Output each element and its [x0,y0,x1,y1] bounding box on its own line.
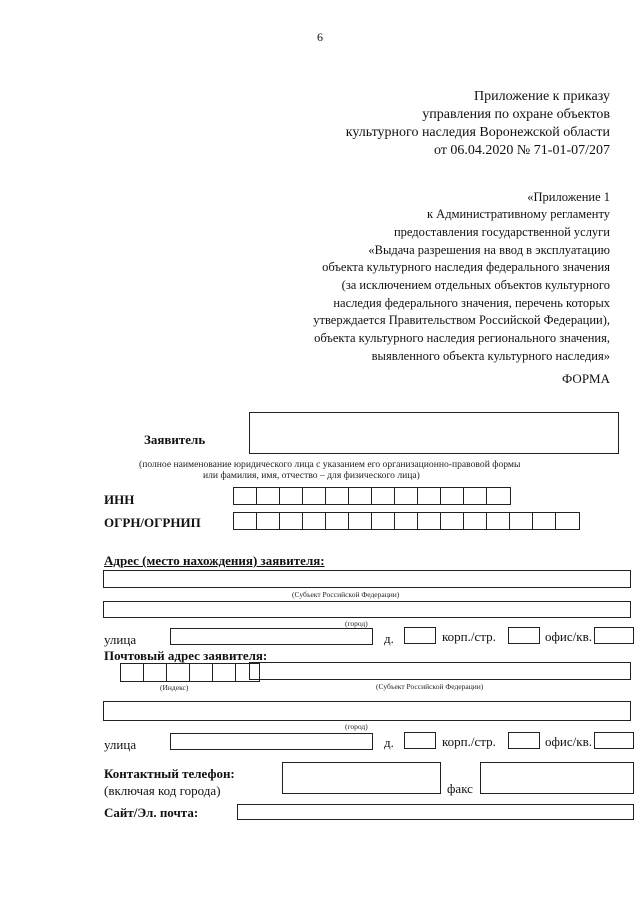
inn-digit-cell[interactable] [418,488,441,504]
address-street-label: улица [104,632,137,647]
ogrn-digit-cell[interactable] [372,513,395,529]
postal-index-digit-cell[interactable] [167,664,190,681]
ogrn-label: ОГРН/ОГРНИП [104,515,201,530]
address-office-field[interactable] [594,627,634,644]
appendix-line-1: «Приложение 1 [527,190,610,204]
appendix-line-10: выявленного объекта культурного наследия» [371,349,610,363]
fax-label: факс [447,781,473,796]
appendix-line-9: объекта культурного наследия регионального значения, [314,331,610,345]
inn-digit-cell[interactable] [234,488,257,504]
site-field[interactable] [237,804,634,820]
ogrn-digit-cell[interactable] [510,513,533,529]
postal-house-label: д. [384,735,394,750]
header-line-4: от 06.04.2020 № 71-01-07/207 [433,143,610,158]
page-number: 6 [317,30,323,44]
postal-index-digit-cell[interactable] [121,664,144,681]
ogrn-digit-cell[interactable] [441,513,464,529]
postal-building-field[interactable] [508,732,540,749]
postal-index-digit-cell[interactable] [190,664,213,681]
appendix-line-3: предоставления государственной услуги [393,225,610,239]
applicant-hint-2: или фамилия, имя, отчество – для физического лица) [203,470,420,481]
address-subject-field[interactable] [103,570,631,588]
address-city-hint: (город) [345,619,368,628]
inn-digit-cell[interactable] [487,488,510,504]
appendix-line-2: к Административному регламенту [426,207,610,221]
postal-index-hint: (Индекс) [160,683,189,692]
address-building-label: корп./стр. [442,629,496,644]
postal-subject-field[interactable] [249,662,631,680]
ogrn-cells[interactable] [233,512,580,530]
inn-digit-cell[interactable] [395,488,418,504]
appendix-line-5: объекта культурного наследия федерального значения [322,260,610,274]
ogrn-digit-cell[interactable] [418,513,441,529]
address-subject-hint: (Субъект Российской Федерации) [292,590,400,599]
inn-digit-cell[interactable] [349,488,372,504]
postal-office-label: офис/кв. [545,734,592,749]
ogrn-digit-cell[interactable] [303,513,326,529]
inn-digit-cell[interactable] [464,488,487,504]
address-house-label: д. [384,631,394,646]
applicant-label: Заявитель [144,432,206,447]
postal-index-cells[interactable] [120,663,260,682]
site-label: Сайт/Эл. почта: [104,805,199,820]
address-house-field[interactable] [404,627,436,644]
ogrn-digit-cell[interactable] [395,513,418,529]
ogrn-digit-cell[interactable] [257,513,280,529]
form-title: ФОРМА [562,371,610,386]
address-office-label: офис/кв. [545,629,592,644]
appendix-line-4: «Выдача разрешения на ввод в эксплуатацию [368,243,610,257]
inn-digit-cell[interactable] [441,488,464,504]
address-street-field[interactable] [170,628,373,645]
address-title: Адрес (место нахождения) заявителя: [104,553,325,568]
ogrn-digit-cell[interactable] [533,513,556,529]
postal-street-label: улица [104,737,137,752]
ogrn-digit-cell[interactable] [234,513,257,529]
inn-digit-cell[interactable] [280,488,303,504]
postal-index-digit-cell[interactable] [144,664,167,681]
inn-cells[interactable] [233,487,511,505]
appendix-line-7: наследия федерального значения, перечень которых [333,296,610,310]
phone-note: (включая код города) [104,783,221,798]
ogrn-digit-cell[interactable] [487,513,510,529]
fax-field[interactable] [480,762,634,794]
inn-digit-cell[interactable] [326,488,349,504]
postal-office-field[interactable] [594,732,634,749]
inn-label: ИНН [104,492,135,507]
address-building-field[interactable] [508,627,540,644]
ogrn-digit-cell[interactable] [349,513,372,529]
postal-street-field[interactable] [170,733,373,750]
ogrn-digit-cell[interactable] [326,513,349,529]
header-line-2: управления по охране объектов [422,107,610,122]
appendix-line-8: утверждается Правительством Российской Федерации), [313,313,610,327]
appendix-line-6: (за исключением отдельных объектов культурного [341,278,610,292]
inn-digit-cell[interactable] [303,488,326,504]
postal-city-field[interactable] [103,701,631,721]
applicant-hint-1: (полное наименование юридического лица с указанием его организационно-правовой формы [139,459,521,470]
address-city-field[interactable] [103,601,631,618]
header-line-1: Приложение к приказу [474,89,610,104]
inn-digit-cell[interactable] [257,488,280,504]
postal-city-hint: (город) [345,722,368,731]
postal-index-digit-cell[interactable] [213,664,236,681]
header-line-3: культурного наследия Воронежской области [345,125,610,140]
phone-field[interactable] [282,762,441,794]
applicant-name-field[interactable] [249,412,619,454]
ogrn-digit-cell[interactable] [464,513,487,529]
postal-building-label: корп./стр. [442,734,496,749]
postal-house-field[interactable] [404,732,436,749]
postal-subject-hint: (Субъект Российской Федерации) [376,682,484,691]
postal-title: Почтовый адрес заявителя: [104,648,268,663]
inn-digit-cell[interactable] [372,488,395,504]
ogrn-digit-cell[interactable] [556,513,579,529]
ogrn-digit-cell[interactable] [280,513,303,529]
phone-label: Контактный телефон: [104,766,235,781]
